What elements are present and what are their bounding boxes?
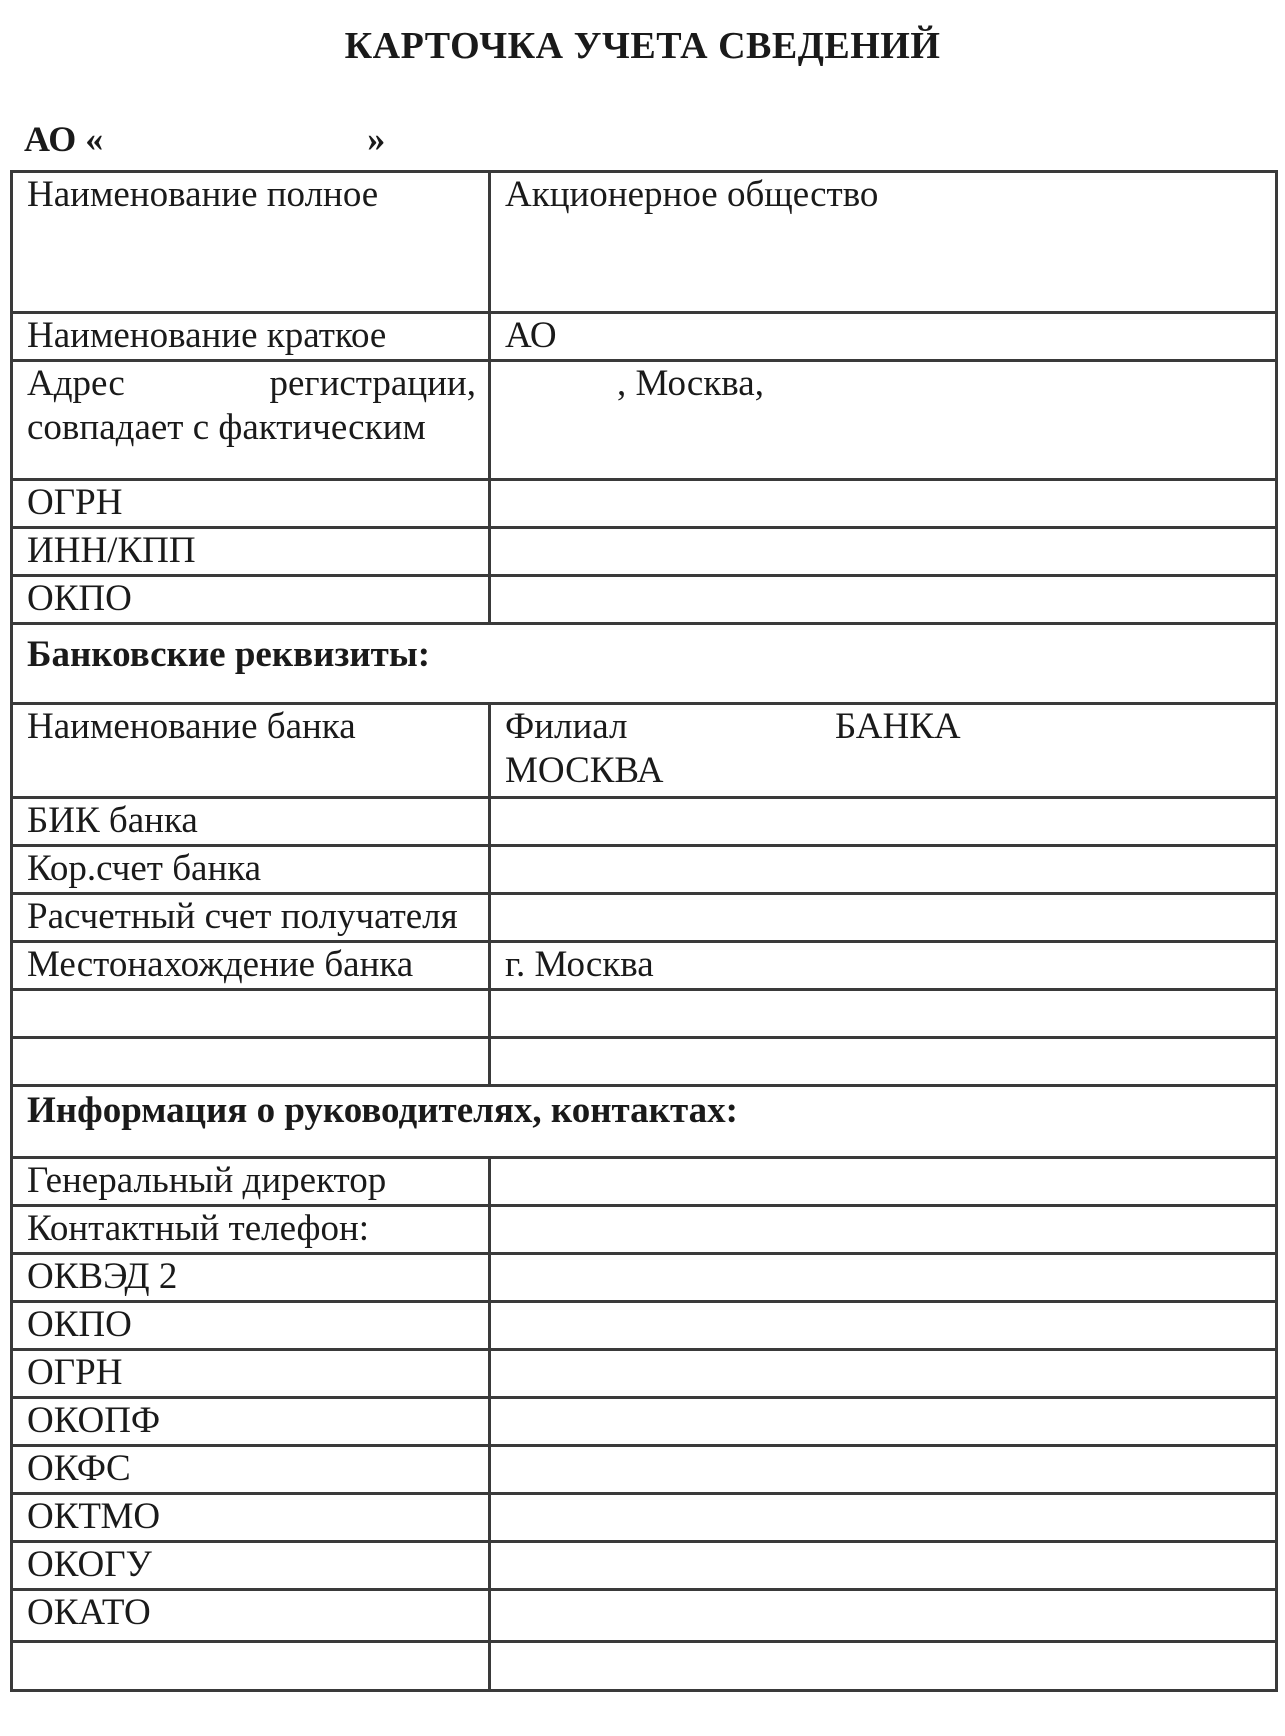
value-settlement-account [490,894,1277,942]
table-row [12,990,1277,1038]
label-okogu: ОКОГУ [12,1542,490,1590]
value-okopf [490,1398,1277,1446]
label-ogrn: ОГРН [12,480,490,528]
value-oktmo [490,1494,1277,1542]
empty-cell [490,1642,1277,1691]
label-okpo: ОКПО [12,576,490,624]
table-row [12,313,1277,361]
table-row [12,798,1277,846]
value-address-cell [490,361,1277,480]
section-heading-contacts: Информация о руководителях, контактах: [12,1086,1277,1158]
value-okved [490,1254,1277,1302]
label-bank-location: Местонахождение банка [12,942,490,990]
label-bik: БИК банка [12,798,490,846]
bank-name-part-2: БАНКА [835,706,961,747]
org-prefix: АО « [24,119,104,159]
table-row [12,1038,1277,1086]
table-row [12,624,1277,704]
table-row [12,1642,1277,1691]
value-okato [490,1590,1277,1642]
value-okogu [490,1542,1277,1590]
table-row [12,576,1277,624]
label-okopf: ОКОПФ [12,1398,490,1446]
value-director [490,1158,1277,1206]
label-corr-account: Кор.счет банка [12,846,490,894]
bank-name-part-1: Филиал [505,706,628,747]
value-okpo [490,576,1277,624]
value-okpo-2 [490,1302,1277,1350]
table-row [12,942,1277,990]
label-address: Адрес регистрации, совпадает с фактическим [12,361,490,480]
table-row [12,1254,1277,1302]
value-corr-account [490,846,1277,894]
table-row [12,1590,1277,1642]
empty-cell [490,990,1277,1038]
table-row [12,528,1277,576]
table-row [12,1206,1277,1254]
value-address: , Москва, [617,363,764,404]
label-okved: ОКВЭД 2 [12,1254,490,1302]
table-row [12,1446,1277,1494]
empty-cell [12,1642,490,1691]
label-settlement-account: Расчетный счет получателя [12,894,490,942]
document-title: КАРТОЧКА УЧЕТА СВЕДЕНИЙ [344,25,941,67]
table-row [12,1542,1277,1590]
value-ogrn-2 [490,1350,1277,1398]
organization-name-line [24,118,385,160]
table-row [12,1086,1277,1158]
label-phone: Контактный телефон: [12,1206,490,1254]
table-row [12,704,1277,798]
empty-cell [490,1038,1277,1086]
label-okato: ОКАТО [12,1590,490,1642]
value-ogrn [490,480,1277,528]
label-bank-name: Наименование банка [12,704,490,798]
table-row [12,1302,1277,1350]
table-row [12,1350,1277,1398]
label-okfs: ОКФС [12,1446,490,1494]
value-bank-name [490,704,1277,798]
table-row [12,1494,1277,1542]
org-suffix: » [367,119,386,159]
label-director: Генеральный директор [12,1158,490,1206]
value-bank-location: г. Москва [490,942,1277,990]
label-full-name: Наименование полное [12,172,490,313]
value-bik [490,798,1277,846]
value-short-name: АО [490,313,1277,361]
table-row [12,480,1277,528]
value-okfs [490,1446,1277,1494]
table-row [12,172,1277,313]
table-row [12,361,1277,480]
value-phone [490,1206,1277,1254]
value-full-name: Акционерное общество [490,172,1277,313]
bank-name-part-3: МОСКВА [505,750,664,791]
label-oktmo: ОКТМО [12,1494,490,1542]
empty-cell [12,990,490,1038]
company-details-table [10,170,1278,1692]
label-ogrn-2: ОГРН [12,1350,490,1398]
label-short-name: Наименование краткое [12,313,490,361]
label-okpo-2: ОКПО [12,1302,490,1350]
value-inn-kpp [490,528,1277,576]
table-row [12,1158,1277,1206]
table-row [12,1398,1277,1446]
table-row [12,894,1277,942]
label-inn-kpp: ИНН/КПП [12,528,490,576]
section-heading-bank: Банковские реквизиты: [12,624,1277,704]
table-row [12,846,1277,894]
empty-cell [12,1038,490,1086]
